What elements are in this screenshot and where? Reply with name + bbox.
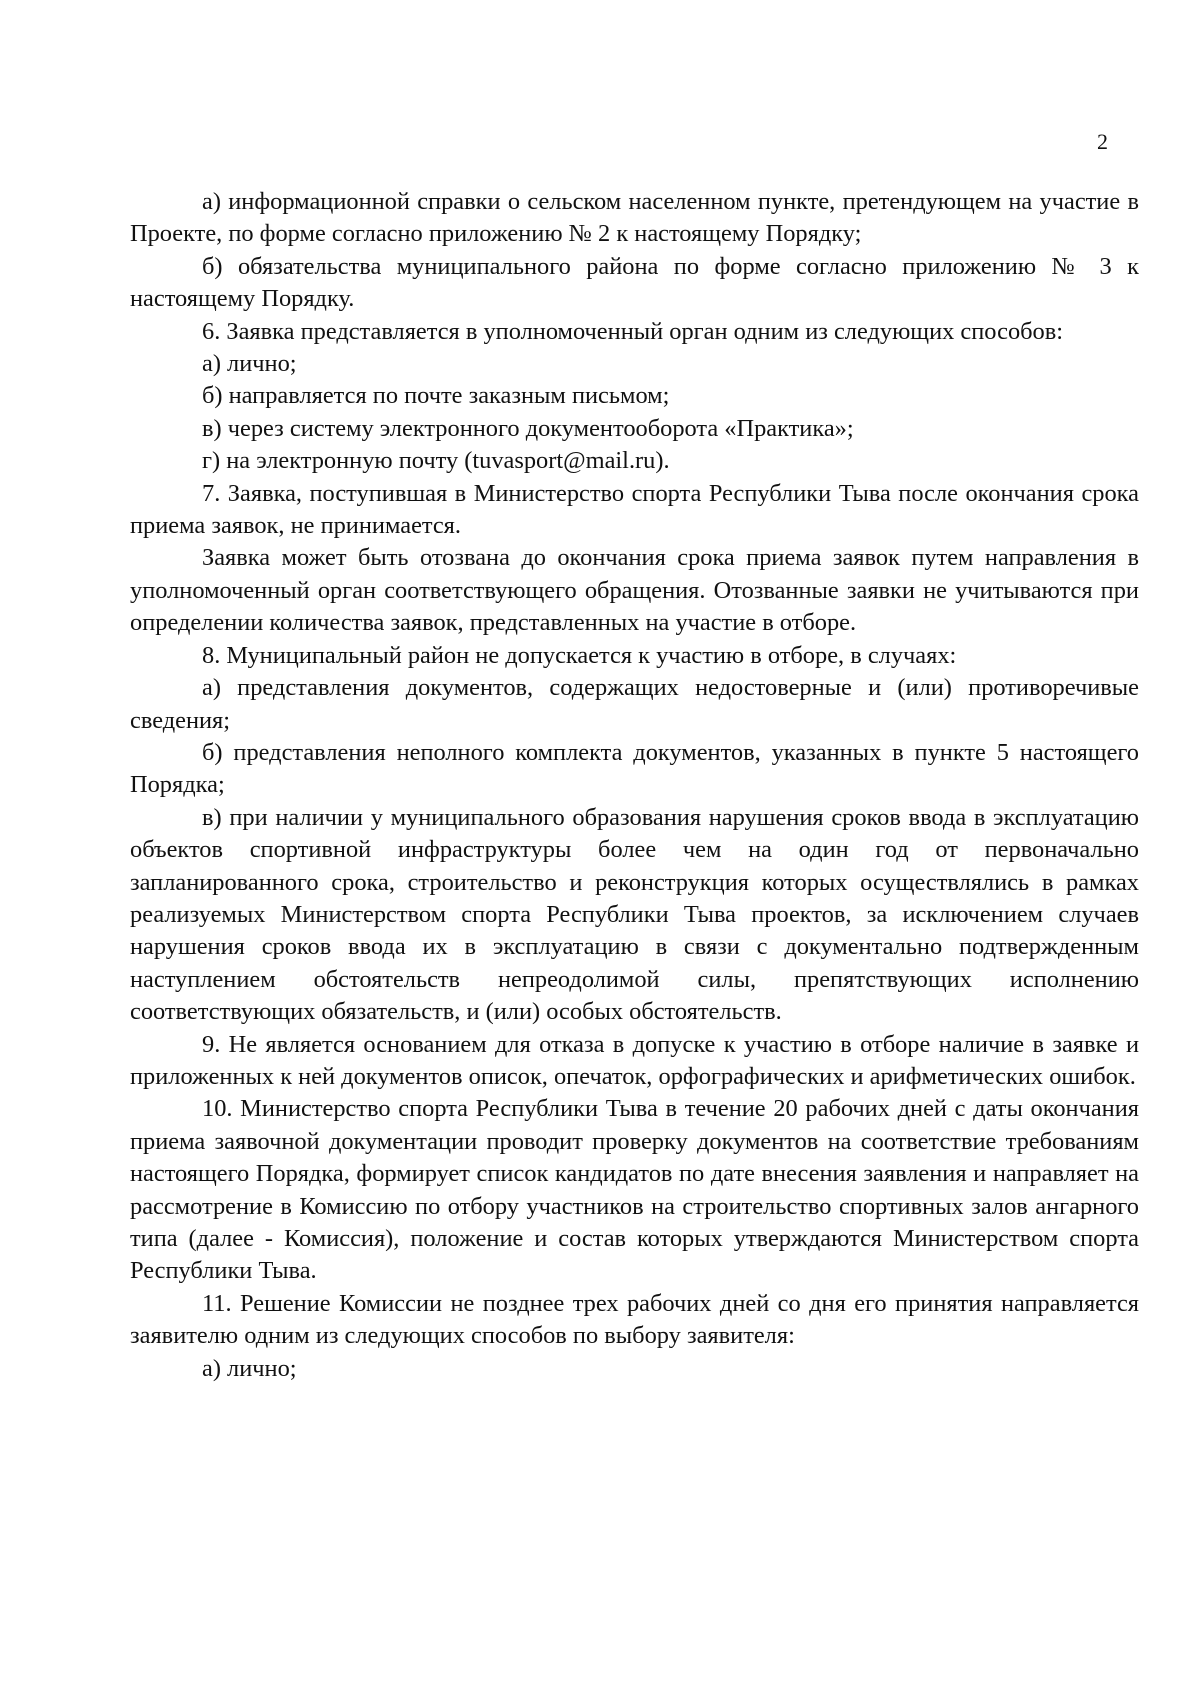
paragraph-11: 11. Решение Комиссии не позднее трех рабочих дней со дня его принятия направляется заявителю одним из следующих способов по выбору заявителя: <box>130 1289 1139 1350</box>
paragraph-5a: а) информационной справки о сельском населенном пункте, претендующем на участие в Проекте, по форме согласно приложению № 2 к настоящему Порядку; <box>130 188 1139 248</box>
paragraph-11a: а) лично; <box>202 1354 297 1382</box>
paragraph-8a: а) представления документов, содержащих недостоверные и (или) противоречивые сведения; <box>130 674 1139 734</box>
paragraph-10: 10. Министерство спорта Республики Тыва в течение 20 рабочих дней с даты окончания приема заявочной документации проводит проверку документов на соответствие требованиям настоящего Порядка, формирует список кандидатов по дате внесения заявления и направляет на рассмотрение в Комиссию по отбору участников на строительство спортивных залов ангарного типа (далее - Комиссия), положение и состав которых утверждаются Министерством спорта Республики Тыва. <box>130 1095 1139 1285</box>
paragraph-6a: а) лично; <box>202 350 297 378</box>
paragraph-8v: в) при наличии у муниципального образования нарушения сроков ввода в эксплуатацию объектов спортивной инфраструктуры более чем на один год от первоначально запланированного срока, строительство и реконструкция которых осуществлялись в рамках реализуемых Министерством спорта Республики Тыва проектов, за исключением случаев нарушения сроков ввода их в эксплуатацию в связи с документально подтвержденным наступлением обстоятельств непреодолимой силы, препятствующих исполнению соответствующих обязательств, и (или) особых обстоятельств. <box>130 803 1139 1026</box>
paragraph-8b: б) представления неполного комплекта документов, указанных в пункте 5 настоящего Порядка; <box>130 738 1139 799</box>
paragraph-6: 6. Заявка представляется в уполномоченный орган одним из следующих способов: <box>202 317 1064 345</box>
paragraph-6g: г) на электронную почту (tuvasport@mail.ru). <box>202 447 670 475</box>
paragraph-6v: в) через систему электронного документооборота «Практика»; <box>202 414 854 442</box>
paragraph-7-withdrawal: Заявка может быть отозвана до окончания срока приема заявок путем направления в уполномоченный орган соответствующего обращения. Отозванные заявки не учитываются при определении количества заявок, представленных на участие в отборе. <box>130 544 1139 637</box>
paragraph-7: 7. Заявка, поступившая в Министерство спорта Республики Тыва после окончания срока приема заявок, не принимается. <box>130 479 1139 540</box>
paragraph-6b: б) направляется по почте заказным письмом; <box>202 382 670 410</box>
document-body <box>130 186 1139 1385</box>
paragraph-8: 8. Муниципальный район не допускается к участию в отборе, в случаях: <box>202 641 957 669</box>
paragraph-9: 9. Не является основанием для отказа в допуске к участию в отборе наличие в заявке и приложенных к ней документов описок, опечаток, орфографических и арифметических ошибок. <box>130 1030 1139 1090</box>
page-number: 2 <box>1097 129 1108 154</box>
paragraph-5b: б) обязательства муниципального района по форме согласно приложению № 3 к настоящему Порядку. <box>130 252 1139 313</box>
